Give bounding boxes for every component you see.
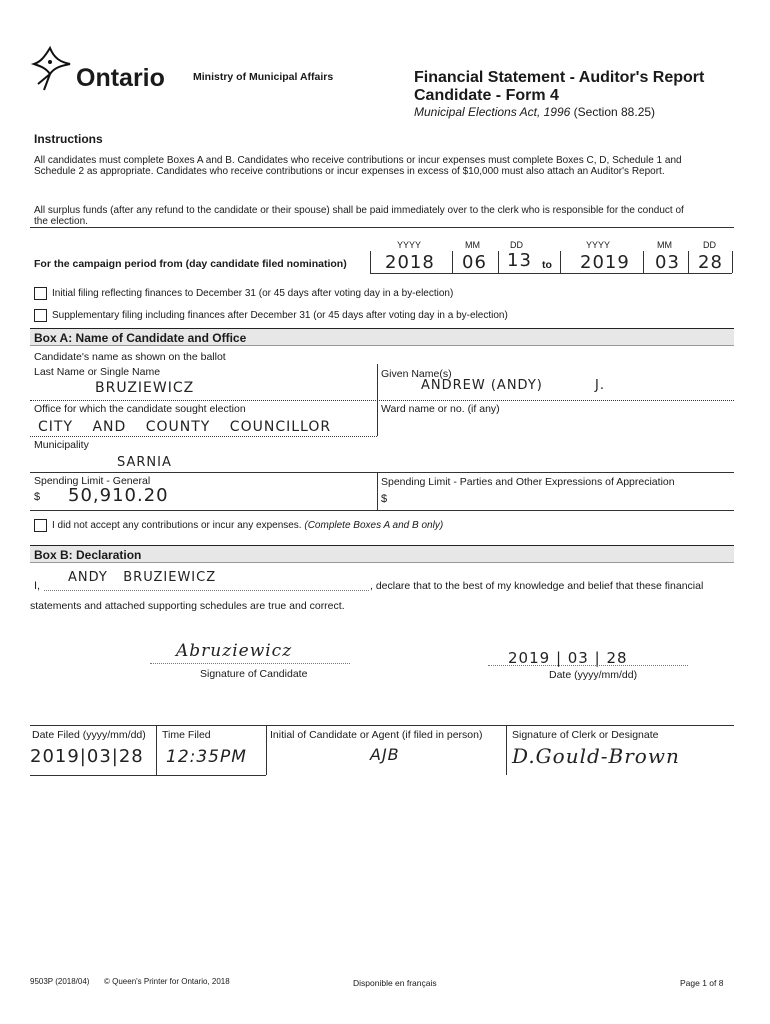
limit-parties-label: Spending Limit - Parties and Other Expressions of Appreciation [381,476,675,488]
supplementary-filing-label: Supplementary filing including finances after December 31 (or 45 days after voting day in a by-election) [52,310,508,321]
logo-text: Ontario [76,64,165,92]
form-title-1: Financial Statement - Auditor's Report [414,69,705,86]
to-month[interactable]: 03 [655,252,680,273]
form-title-2: Candidate - Form 4 [414,87,559,104]
declaration-i: I, [34,580,41,592]
municipality-label: Municipality [34,439,89,451]
no-contributions-note: (Complete Boxes A and B only) [304,520,444,531]
declaration-text-2: statements and attached supporting schedules are true and correct. [30,600,345,612]
last-name-value[interactable]: BRUZIEWICZ [95,380,195,396]
french-note: Disponible en français [353,978,437,988]
initial-filing-checkbox[interactable] [34,287,47,300]
from-year[interactable]: 2018 [385,252,435,273]
limit-general-value[interactable]: 50,910.20 [68,485,169,506]
clerk-signature[interactable]: D.Gould-Brown [512,744,680,768]
to-year[interactable]: 2019 [580,252,630,273]
initial-label: Initial of Candidate or Agent (if filed in person) [270,729,483,741]
to-day[interactable]: 28 [698,252,723,273]
col-yyyy-from: YYYY [397,240,422,250]
from-day[interactable]: 13 [507,250,532,271]
given-name-label: Given Name(s) [381,368,452,380]
municipality-value[interactable]: SARNIA [117,455,172,470]
period-label: For the campaign period from (day candidate filed nomination) [34,258,347,270]
from-month[interactable]: 06 [462,252,487,273]
initial-filing-label: Initial filing reflecting finances to December 31 (or 45 days after voting day in a by-election) [52,288,454,299]
ontario-logo [30,44,180,94]
limit-parties-currency: $ [381,493,388,505]
limit-general-currency: $ [34,491,41,503]
declaration-name[interactable]: ANDY BRUZIEWICZ [68,570,217,585]
ministry-name: Ministry of Municipal Affairs [193,71,334,83]
box-a-title: Box A: Name of Candidate and Office [30,328,734,346]
given-initial-value[interactable]: J. [595,378,605,393]
period-to: to [542,259,552,271]
trillium-icon [30,44,76,92]
instructions-heading: Instructions [34,132,103,146]
page-number: Page 1 of 8 [680,978,724,988]
time-filed-label: Time Filed [162,729,211,741]
clerk-signature-label: Signature of Clerk or Designate [512,729,659,741]
no-contributions-label [52,520,443,531]
signature-label: Signature of Candidate [200,668,308,680]
supplementary-filing-checkbox[interactable] [34,309,47,322]
col-dd-to: DD [703,240,716,250]
col-mm-to: MM [657,240,672,250]
no-contributions-text: I did not accept any contributions or incur any expenses. [52,520,302,531]
time-filed-value[interactable]: 12:35PM [166,747,247,767]
instructions-para-1: All candidates must complete Boxes A and B. Candidates who receive contributions or incur expenses must complete Boxes C, D, Schedule 1 and Schedule 2 as appropriate. Candidates who receive contributions or incur expenses in excess of $10,000 must also attach an Auditor's Report. [34,155,682,177]
last-name-label: Last Name or Single Name [34,366,161,378]
ward-label: Ward name or no. (if any) [381,403,500,415]
declaration-date[interactable]: 2019 | 03 | 28 [508,649,628,667]
no-contributions-checkbox[interactable] [34,519,47,532]
candidate-signature[interactable]: Abruziewicz [176,641,293,661]
form-number: 9503P (2018/04) [30,977,90,986]
col-dd-from: DD [510,240,523,250]
box-b-title: Box B: Declaration [30,545,734,563]
ballot-note: Candidate's name as shown on the ballot [34,351,226,363]
office-label: Office for which the candidate sought election [34,403,246,415]
given-name-value[interactable]: ANDREW (ANDY) [421,378,543,393]
date-label: Date (yyyy/mm/dd) [549,669,638,681]
limit-general-label: Spending Limit - General [34,475,151,487]
copyright: © Queen's Printer for Ontario, 2018 [104,977,230,986]
act-reference [414,105,655,119]
date-filed-label: Date Filed (yyyy/mm/dd) [32,729,146,741]
col-yyyy-to: YYYY [586,240,611,250]
act-name: Municipal Elections Act, 1996 [414,105,571,119]
office-value[interactable]: CITY AND COUNTY COUNCILLOR [38,419,332,435]
instructions-para-2: All surplus funds (after any refund to the candidate or their spouse) shall be paid immediately over to the clerk who is responsible for the conduct of the election. [34,205,684,227]
col-mm-from: MM [465,240,480,250]
declaration-text-1: , declare that to the best of my knowledge and belief that these financial [370,580,704,592]
act-section: (Section 88.25) [573,105,656,119]
initial-value[interactable]: AJB [370,745,400,764]
date-filed-value[interactable]: 2019|03|28 [30,746,144,767]
